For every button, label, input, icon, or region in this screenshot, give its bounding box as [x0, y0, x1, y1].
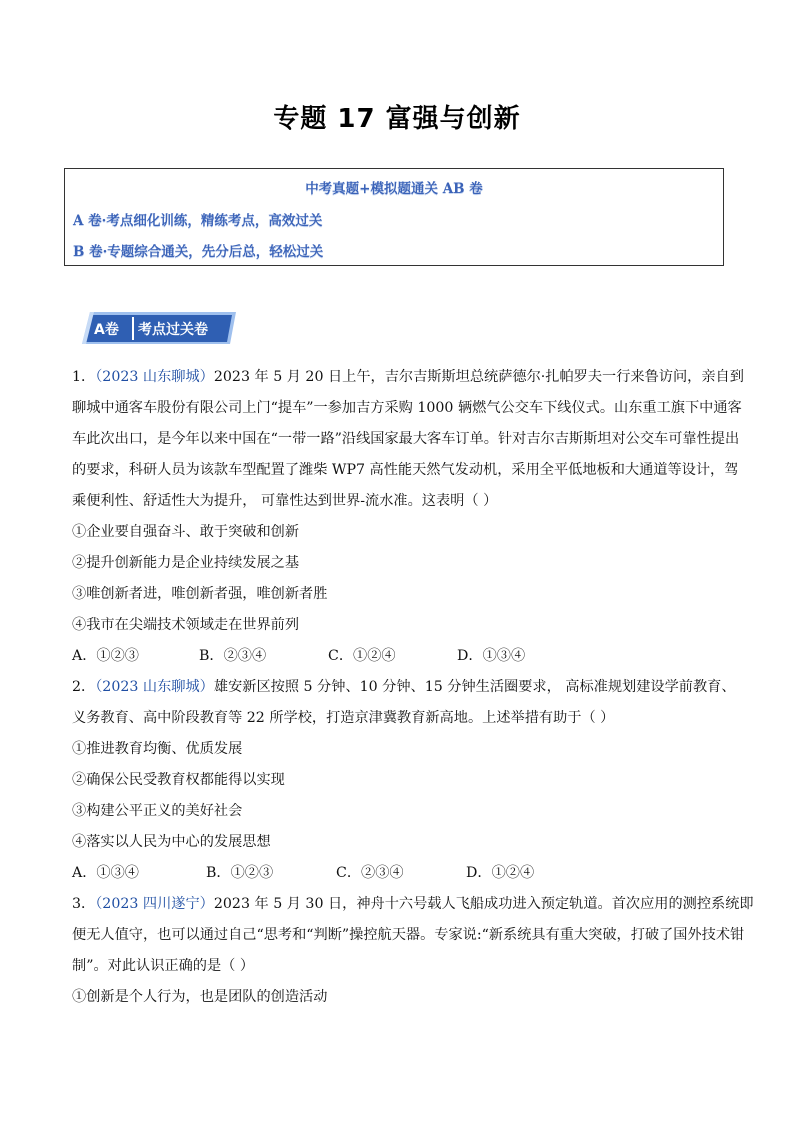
question-stem-line: 的要求，科研人员为该款车型配置了潍柴 WP7 高性能天然气发动机，采用全平低地板和大通道等设计，驾 [72, 462, 739, 478]
info-box-line-a: A 卷·考点细化训练，精练考点，高效过关 [73, 213, 323, 229]
info-box-heading: 中考真题+模拟题通关 AB 卷 [305, 181, 483, 197]
question-stem-line [72, 672, 736, 703]
statement: ②确保公民受教育权都能得以实现 [72, 772, 285, 788]
questions-content [72, 362, 754, 1013]
option-a[interactable]: A．①③④ [72, 865, 139, 881]
option-b[interactable]: B．①②③ [206, 865, 274, 881]
question-stem-line: 义务教育、高中阶段教育等 22 所学校，打造京津冀教育新高地。上述举措有助于（ ） [72, 710, 615, 726]
question-stem-line [72, 362, 744, 393]
question-stem-line: 便无人值守，也可以通过自己“思考和“判断”操控航天器。专家说:“新系统具有重大突破，打破了国外技术钳 [72, 927, 745, 943]
option-d[interactable]: D．①②④ [466, 865, 535, 881]
page-title: 专题 17 富强与创新 [273, 104, 521, 134]
answer-options [72, 858, 724, 889]
stem-text: 2023 年 5 月 20 日上午，吉尔吉斯斯坦总统萨德尔·扎帕罗夫一行来鲁访问，亲自到 [213, 369, 744, 385]
section-badge [80, 308, 238, 348]
question-stem-line: 聊城中通客车股份有限公司上门“提车”一参加吉方采购 1000 辆燃气公交车下线仪式。山东重工旗下中通客 [72, 400, 742, 416]
question-1 [72, 362, 744, 672]
statement: ②提升创新能力是企业持续发展之基 [72, 555, 300, 571]
info-box-line-b: B 卷·专题综合通关，先分后总，轻松过关 [73, 244, 324, 260]
option-a[interactable]: A．①②③ [72, 648, 139, 664]
question-stem-line: 制”。对此认识正确的是（ ） [72, 958, 255, 974]
question-3 [72, 889, 754, 1013]
question-source: （2023 山东聊城） [95, 369, 214, 385]
statement: ③唯创新者进，唯创新者强，唯创新者胜 [72, 586, 328, 602]
question-stem-line: 乘便利性、舒适性大为提升， 可靠性达到世界-流水准。这表明（ ） [72, 493, 498, 509]
option-c[interactable]: C．①②④ [328, 648, 396, 664]
badge-label-volume: A卷 [94, 322, 119, 338]
option-d[interactable]: D．①③④ [457, 648, 526, 664]
stem-text: 2023 年 5 月 30 日，神舟十六号载人飞船成功进入预定轨道。首次应用的测控系统即 [213, 896, 754, 912]
statement: ①创新是个人行为，也是团队的创造活动 [72, 989, 328, 1005]
question-source: （2023 山东聊城） [95, 679, 214, 695]
answer-options [72, 641, 724, 672]
question-2 [72, 672, 736, 889]
question-number: 3． [72, 896, 96, 912]
stem-text: 雄安新区按照 5 分钟、10 分钟、15 分钟生活圈要求， 高标准规划建设学前教育、 [213, 679, 736, 695]
statement: ④落实以人民为中心的发展思想 [72, 834, 271, 850]
question-number: 1． [72, 369, 96, 385]
badge-label-title: 考点过关卷 [138, 322, 208, 338]
info-box [64, 168, 724, 266]
question-source: （2023 四川遂宁） [95, 896, 214, 912]
question-stem-line: 车此次出口，是今年以来中国在“一带一路”沿线国家最大客车订单。针对吉尔吉斯斯坦对公交车可靠性提出 [72, 431, 740, 447]
question-stem-line [72, 889, 754, 920]
question-number: 2． [72, 679, 96, 695]
option-c[interactable]: C．②③④ [336, 865, 404, 881]
statement: ①推进教育均衡、优质发展 [72, 741, 243, 757]
statement: ①企业要自强奋斗、敢于突破和创新 [72, 524, 300, 540]
statement: ③构建公平正义的美好社会 [72, 803, 243, 819]
statement: ④我市在尖端技术领域走在世界前列 [72, 617, 300, 633]
option-b[interactable]: B．②③④ [199, 648, 267, 664]
